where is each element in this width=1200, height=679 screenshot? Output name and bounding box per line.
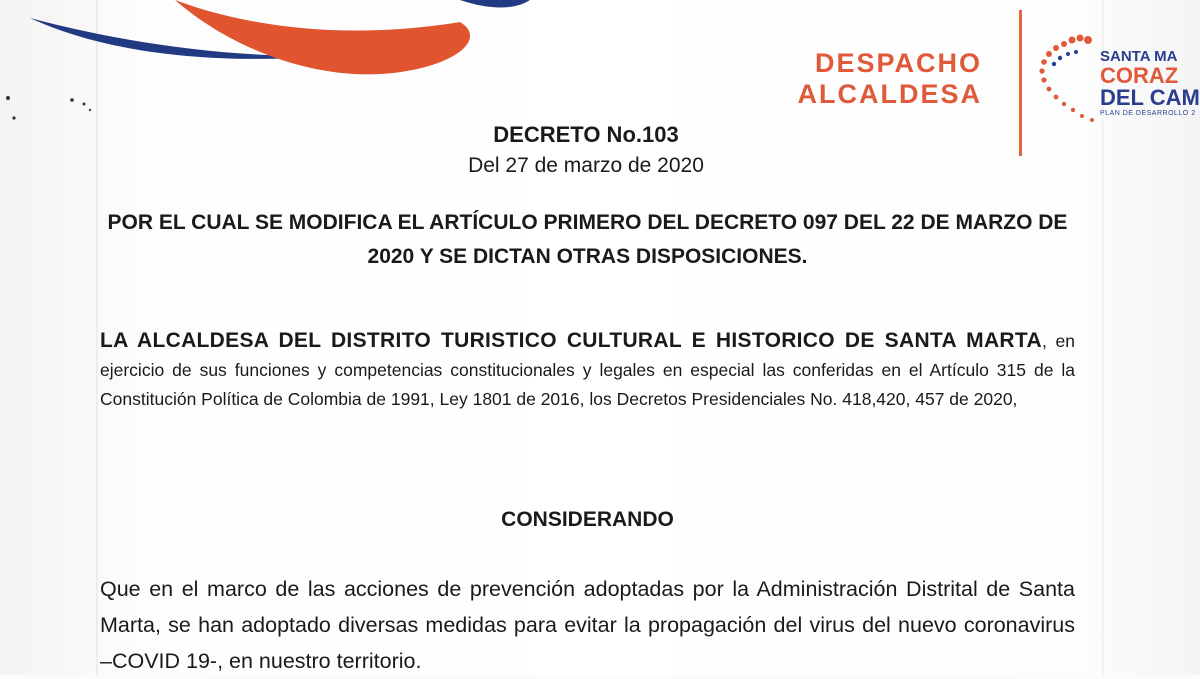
logo-line-corazon: CORAZ <box>1100 63 1179 88</box>
considerando-heading: CONSIDERANDO <box>501 508 674 531</box>
decree-date: Del 27 de marzo de 2020 <box>468 154 704 177</box>
logo-line-plan: PLAN DE DESARROLLO 2 <box>1100 110 1196 117</box>
issuing-authority: LA ALCALDESA DEL DISTRITO TURISTICO CULTURAL E HISTORICO DE SANTA MARTA <box>100 329 1042 352</box>
scan-specks <box>0 80 110 130</box>
santa-marta-logo <box>1038 30 1200 130</box>
decree-subject: POR EL CUAL SE MODIFICA EL ARTÍCULO PRIMERO DEL DECRETO 097 DEL 22 DE MARZO DE 2020 Y SE DICTAN OTRAS DISPOSICIONES. <box>107 211 1068 268</box>
office-line-despacho: DESPACHO <box>814 48 982 78</box>
preamble-paragraph <box>100 326 1075 414</box>
logo-line-santa-marta: SANTA MA <box>1100 48 1178 65</box>
preamble-text: , en ejercicio de sus funciones y competencias constitucionales y legales en especial las conferidas en el Artículo 315 de la Constitución Política de Colombia de 1991, Ley 1801 de 2016, los Decretos Presidenciales No. 418,420, 457 de 2020, <box>100 331 1075 409</box>
logo-wordmark <box>1100 48 1200 118</box>
decree-title: DECRETO No.103 <box>493 122 679 147</box>
office-line-alcaldesa: ALCALDESA <box>797 79 982 109</box>
heart-dots-logo-icon <box>1038 34 1100 124</box>
header-divider <box>1019 10 1022 156</box>
considerando-paragraph: Que en el marco de las acciones de prevención adoptadas por la Administración Distrital de Santa Marta, se han adoptado diversas medidas para evitar la propagación del virus del nuevo coronavirus –COVID 19-, en nuestro territorio. <box>100 577 1075 673</box>
letterhead-swoosh-graphic <box>20 0 540 90</box>
office-heading <box>760 48 982 110</box>
logo-line-del-camino: DEL CAM <box>1100 85 1200 110</box>
